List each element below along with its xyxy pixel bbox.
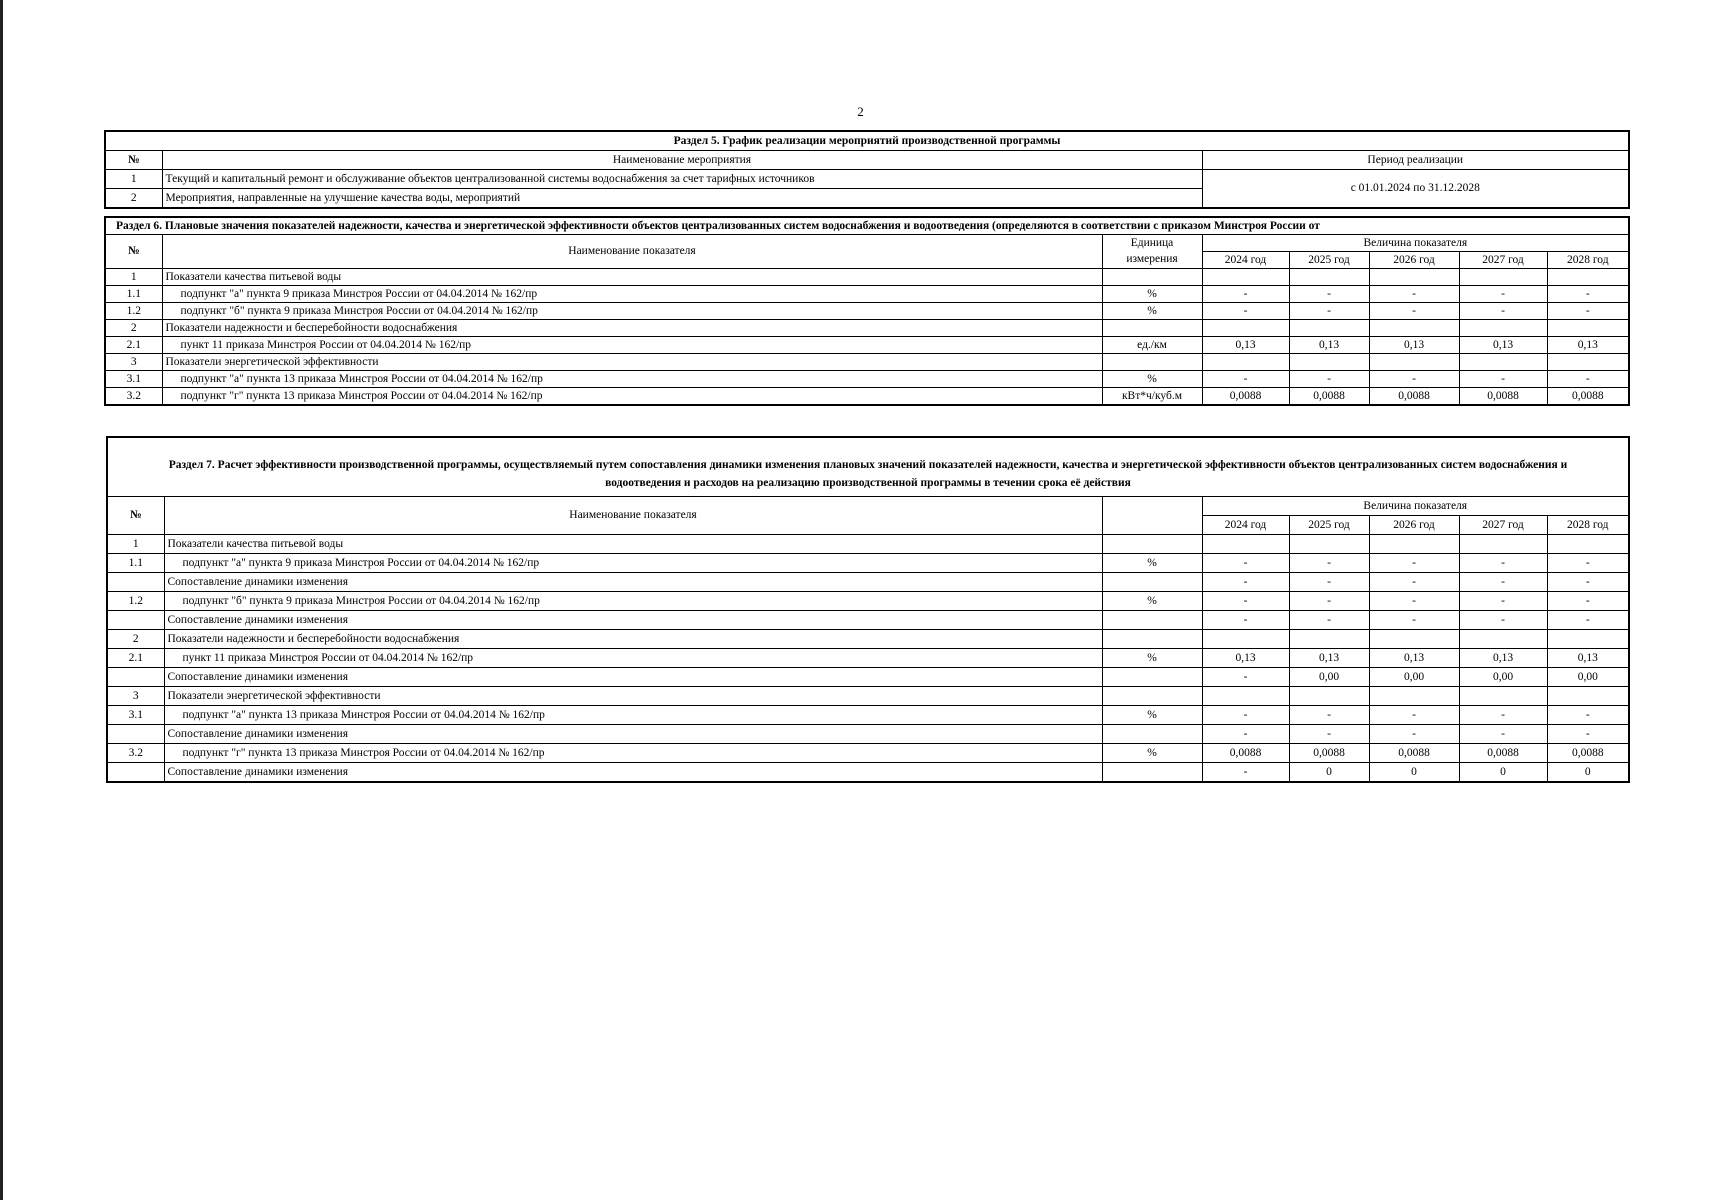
row-value: [1459, 687, 1547, 706]
row-value: 0,0088: [1202, 388, 1289, 406]
section6-year: 2028 год: [1547, 252, 1629, 269]
row-value: [1547, 354, 1629, 371]
row-value: -: [1202, 668, 1289, 687]
row-unit: [1102, 611, 1202, 630]
section7-spacer: [107, 437, 1629, 452]
row-value: [1369, 535, 1459, 554]
row-name: Сопоставление динамики изменения: [164, 668, 1102, 687]
row-name: пункт 11 приказа Минстроя России от 04.04.2014 № 162/пр: [164, 649, 1102, 668]
row-unit: [1102, 668, 1202, 687]
section7-col-value: Величина показателя: [1202, 497, 1629, 516]
row-name: Показатели энергетической эффективности: [164, 687, 1102, 706]
row-value: 0,13: [1369, 337, 1459, 354]
row-value: -: [1289, 706, 1369, 725]
row-value: -: [1459, 554, 1547, 573]
row-value: [1369, 320, 1459, 337]
row-unit: [1102, 687, 1202, 706]
row-value: 0: [1459, 763, 1547, 783]
row-name: подпункт "а" пункта 13 приказа Минстроя России от 04.04.2014 № 162/пр: [162, 371, 1102, 388]
section7-table: [106, 436, 1630, 783]
row-value: [1202, 687, 1289, 706]
row-name: Сопоставление динамики изменения: [164, 725, 1102, 744]
section6-title: Раздел 6. Плановые значения показателей надежности, качества и энергетической эффективности объектов централизованных систем водоснабжения и водоотведения (определяются в соответствии с приказом Минстроя России от: [105, 217, 1629, 235]
row-value: [1459, 269, 1547, 286]
table-row: [107, 554, 1629, 573]
table-row: [105, 170, 1629, 189]
row-value: [1547, 535, 1629, 554]
row-unit: %: [1102, 303, 1202, 320]
table-row: [105, 286, 1629, 303]
row-value: [1289, 320, 1369, 337]
row-value: -: [1369, 303, 1459, 320]
section6-col-unit-1: Единица: [1102, 235, 1202, 252]
row-value: -: [1459, 725, 1547, 744]
row-value: -: [1547, 286, 1629, 303]
table-row: [105, 337, 1629, 354]
row-num: 3: [107, 687, 164, 706]
row-name: Показатели надежности и бесперебойности водоснабжения: [164, 630, 1102, 649]
row-value: -: [1459, 286, 1547, 303]
row-value: [1369, 354, 1459, 371]
row-value: 0,0088: [1459, 388, 1547, 406]
row-value: -: [1202, 725, 1289, 744]
row-name: Показатели качества питьевой воды: [162, 269, 1102, 286]
row-value: 0,0088: [1459, 744, 1547, 763]
row-name: Сопоставление динамики изменения: [164, 763, 1102, 783]
row-name: Показатели энергетической эффективности: [162, 354, 1102, 371]
section7-col-name: Наименование показателя: [164, 497, 1102, 535]
section7-year: 2028 год: [1547, 516, 1629, 535]
row-value: [1369, 269, 1459, 286]
row-value: -: [1459, 371, 1547, 388]
section5-col-period: Период реализации: [1202, 151, 1629, 170]
table-row: [107, 706, 1629, 725]
row-value: 0: [1547, 763, 1629, 783]
row-unit: %: [1102, 592, 1202, 611]
row-name: подпункт "б" пункта 9 приказа Минстроя России от 04.04.2014 № 162/пр: [164, 592, 1102, 611]
row-unit: кВт*ч/куб.м: [1102, 388, 1202, 406]
row-value: -: [1202, 592, 1289, 611]
row-name: Сопоставление динамики изменения: [164, 611, 1102, 630]
row-value: [1202, 320, 1289, 337]
row-unit: %: [1102, 286, 1202, 303]
section5-col-num: №: [105, 151, 162, 170]
row-value: -: [1547, 706, 1629, 725]
row-value: 0,0088: [1369, 388, 1459, 406]
section6-col-unit-2: измерения: [1102, 252, 1202, 269]
row-value: -: [1202, 554, 1289, 573]
section5-period: с 01.01.2024 по 31.12.2028: [1202, 170, 1629, 209]
section6-col-num: №: [105, 235, 162, 269]
row-value: -: [1547, 573, 1629, 592]
row-num: 3: [105, 354, 162, 371]
row-value: 0,00: [1547, 668, 1629, 687]
row-value: -: [1459, 592, 1547, 611]
row-unit: [1102, 354, 1202, 371]
row-value: [1547, 687, 1629, 706]
section5-title: Раздел 5. График реализации мероприятий производственной программы: [105, 131, 1629, 151]
row-value: -: [1202, 763, 1289, 783]
section7-year: 2027 год: [1459, 516, 1547, 535]
section7-col-unit: [1102, 497, 1202, 535]
row-num: 2.1: [107, 649, 164, 668]
row-value: -: [1547, 371, 1629, 388]
row-value: 0: [1369, 763, 1459, 783]
row-value: -: [1369, 611, 1459, 630]
section6-year: 2026 год: [1369, 252, 1459, 269]
section7-title: Раздел 7. Расчет эффективности производственной программы, осуществляемый путем сопоставления динамики изменения плановых значений показателей надежности, качества и энергетической эффективности объектов централизованных систем водоснабжения и водоотведения и расходов на реализацию производственной программы в течении срока её действия: [107, 452, 1629, 497]
row-value: [1369, 687, 1459, 706]
row-value: 0,0088: [1547, 744, 1629, 763]
row-value: 0,13: [1202, 337, 1289, 354]
row-value: -: [1369, 371, 1459, 388]
table-row: [105, 269, 1629, 286]
table-row: [107, 611, 1629, 630]
row-unit: [1102, 573, 1202, 592]
row-name: Мероприятия, направленные на улучшение качества воды, мероприятий: [162, 189, 1202, 209]
row-value: 0,13: [1459, 337, 1547, 354]
section5-col-name: Наименование мероприятия: [162, 151, 1202, 170]
row-value: [1202, 535, 1289, 554]
row-num: 2.1: [105, 337, 162, 354]
row-value: 0,13: [1369, 649, 1459, 668]
section6-col-name: Наименование показателя: [162, 235, 1102, 269]
row-value: 0,0088: [1289, 744, 1369, 763]
row-value: [1202, 354, 1289, 371]
row-unit: %: [1102, 706, 1202, 725]
row-unit: %: [1102, 554, 1202, 573]
row-value: [1459, 535, 1547, 554]
row-value: 0: [1289, 763, 1369, 783]
row-unit: [1102, 535, 1202, 554]
row-name: пункт 11 приказа Минстроя России от 04.04.2014 № 162/пр: [162, 337, 1102, 354]
row-value: -: [1459, 611, 1547, 630]
row-unit: %: [1102, 744, 1202, 763]
row-num: 1: [105, 170, 162, 189]
section5-table: [104, 130, 1630, 209]
row-name: Сопоставление динамики изменения: [164, 573, 1102, 592]
row-unit: [1102, 725, 1202, 744]
row-num: [107, 611, 164, 630]
row-value: [1459, 320, 1547, 337]
table-row: [107, 573, 1629, 592]
row-value: -: [1459, 706, 1547, 725]
row-num: 1.2: [107, 592, 164, 611]
row-num: [107, 668, 164, 687]
table-row: [105, 371, 1629, 388]
table-row: [107, 725, 1629, 744]
section7-col-num: №: [107, 497, 164, 535]
row-unit: ед./км: [1102, 337, 1202, 354]
row-value: -: [1289, 592, 1369, 611]
row-value: -: [1369, 592, 1459, 611]
row-value: [1202, 630, 1289, 649]
section7-year: 2026 год: [1369, 516, 1459, 535]
row-value: 0,0088: [1289, 388, 1369, 406]
row-value: [1459, 354, 1547, 371]
table-row: [105, 354, 1629, 371]
row-num: 1.2: [105, 303, 162, 320]
row-value: -: [1369, 725, 1459, 744]
row-num: 3.1: [105, 371, 162, 388]
row-num: [107, 725, 164, 744]
scan-edge-line: [0, 0, 3, 1200]
row-value: 0,13: [1459, 649, 1547, 668]
row-value: -: [1369, 286, 1459, 303]
row-value: [1547, 269, 1629, 286]
row-unit: [1102, 269, 1202, 286]
table-row: [107, 763, 1629, 783]
row-value: -: [1289, 573, 1369, 592]
row-unit: [1102, 630, 1202, 649]
row-value: 0,13: [1289, 649, 1369, 668]
row-value: -: [1289, 286, 1369, 303]
row-name: подпункт "г" пункта 13 приказа Минстроя России от 04.04.2014 № 162/пр: [164, 744, 1102, 763]
row-value: -: [1289, 303, 1369, 320]
row-value: [1289, 269, 1369, 286]
row-value: -: [1202, 573, 1289, 592]
row-value: 0,13: [1289, 337, 1369, 354]
row-num: 3.1: [107, 706, 164, 725]
row-value: -: [1202, 286, 1289, 303]
row-name: подпункт "г" пункта 13 приказа Минстроя России от 04.04.2014 № 162/пр: [162, 388, 1102, 406]
table-row: [105, 388, 1629, 406]
row-num: 1: [107, 535, 164, 554]
row-value: [1202, 269, 1289, 286]
row-name: Текущий и капитальный ремонт и обслуживание объектов централизованной системы водоснабжения за счет тарифных источников: [162, 170, 1202, 189]
row-unit: %: [1102, 371, 1202, 388]
row-num: 1.1: [105, 286, 162, 303]
section6-year: 2024 год: [1202, 252, 1289, 269]
row-value: 0,0088: [1547, 388, 1629, 406]
row-value: 0,00: [1369, 668, 1459, 687]
row-value: -: [1459, 303, 1547, 320]
row-value: -: [1547, 592, 1629, 611]
section6-col-value: Величина показателя: [1202, 235, 1629, 252]
row-num: 3.2: [105, 388, 162, 406]
row-num: 2: [105, 320, 162, 337]
row-value: 0,0088: [1369, 744, 1459, 763]
row-value: -: [1289, 611, 1369, 630]
row-value: -: [1289, 554, 1369, 573]
row-value: [1369, 630, 1459, 649]
row-num: [107, 573, 164, 592]
row-name: Показатели надежности и бесперебойности водоснабжения: [162, 320, 1102, 337]
row-name: Показатели качества питьевой воды: [164, 535, 1102, 554]
row-num: 3.2: [107, 744, 164, 763]
section7-year: 2025 год: [1289, 516, 1369, 535]
section6-table: [104, 216, 1630, 406]
row-value: -: [1202, 611, 1289, 630]
row-value: 0,13: [1547, 337, 1629, 354]
table-row: [107, 668, 1629, 687]
row-value: 0,0088: [1202, 744, 1289, 763]
row-num: 2: [105, 189, 162, 209]
row-value: 0,13: [1202, 649, 1289, 668]
table-row: [105, 320, 1629, 337]
table-row: [107, 687, 1629, 706]
row-value: 0,13: [1547, 649, 1629, 668]
row-num: [107, 763, 164, 783]
section7-year: 2024 год: [1202, 516, 1289, 535]
row-value: [1289, 630, 1369, 649]
section6-year: 2025 год: [1289, 252, 1369, 269]
row-name: подпункт "а" пункта 9 приказа Минстроя России от 04.04.2014 № 162/пр: [162, 286, 1102, 303]
row-value: -: [1289, 371, 1369, 388]
row-num: 1.1: [107, 554, 164, 573]
row-unit: [1102, 320, 1202, 337]
row-value: -: [1459, 573, 1547, 592]
table-row: [107, 630, 1629, 649]
row-value: [1289, 354, 1369, 371]
row-value: -: [1369, 706, 1459, 725]
row-num: 2: [107, 630, 164, 649]
row-unit: %: [1102, 649, 1202, 668]
row-value: -: [1547, 611, 1629, 630]
row-value: -: [1547, 554, 1629, 573]
table-row: [105, 303, 1629, 320]
table-row: [107, 535, 1629, 554]
row-value: -: [1547, 303, 1629, 320]
row-value: -: [1547, 725, 1629, 744]
section6-year: 2027 год: [1459, 252, 1547, 269]
row-unit: [1102, 763, 1202, 783]
row-name: подпункт "а" пункта 9 приказа Минстроя России от 04.04.2014 № 162/пр: [164, 554, 1102, 573]
row-value: -: [1202, 706, 1289, 725]
row-value: -: [1202, 371, 1289, 388]
row-value: [1289, 687, 1369, 706]
row-value: -: [1369, 573, 1459, 592]
table-row: [107, 649, 1629, 668]
table-row: [107, 744, 1629, 763]
row-name: подпункт "а" пункта 13 приказа Минстроя России от 04.04.2014 № 162/пр: [164, 706, 1102, 725]
row-value: -: [1202, 303, 1289, 320]
row-value: [1289, 535, 1369, 554]
row-value: [1459, 630, 1547, 649]
row-value: -: [1289, 725, 1369, 744]
row-value: -: [1369, 554, 1459, 573]
row-value: 0,00: [1289, 668, 1369, 687]
table-row: [107, 592, 1629, 611]
page-number: 2: [857, 104, 864, 119]
row-value: [1547, 320, 1629, 337]
row-name: подпункт "б" пункта 9 приказа Минстроя России от 04.04.2014 № 162/пр: [162, 303, 1102, 320]
row-num: 1: [105, 269, 162, 286]
row-value: [1547, 630, 1629, 649]
row-value: 0,00: [1459, 668, 1547, 687]
